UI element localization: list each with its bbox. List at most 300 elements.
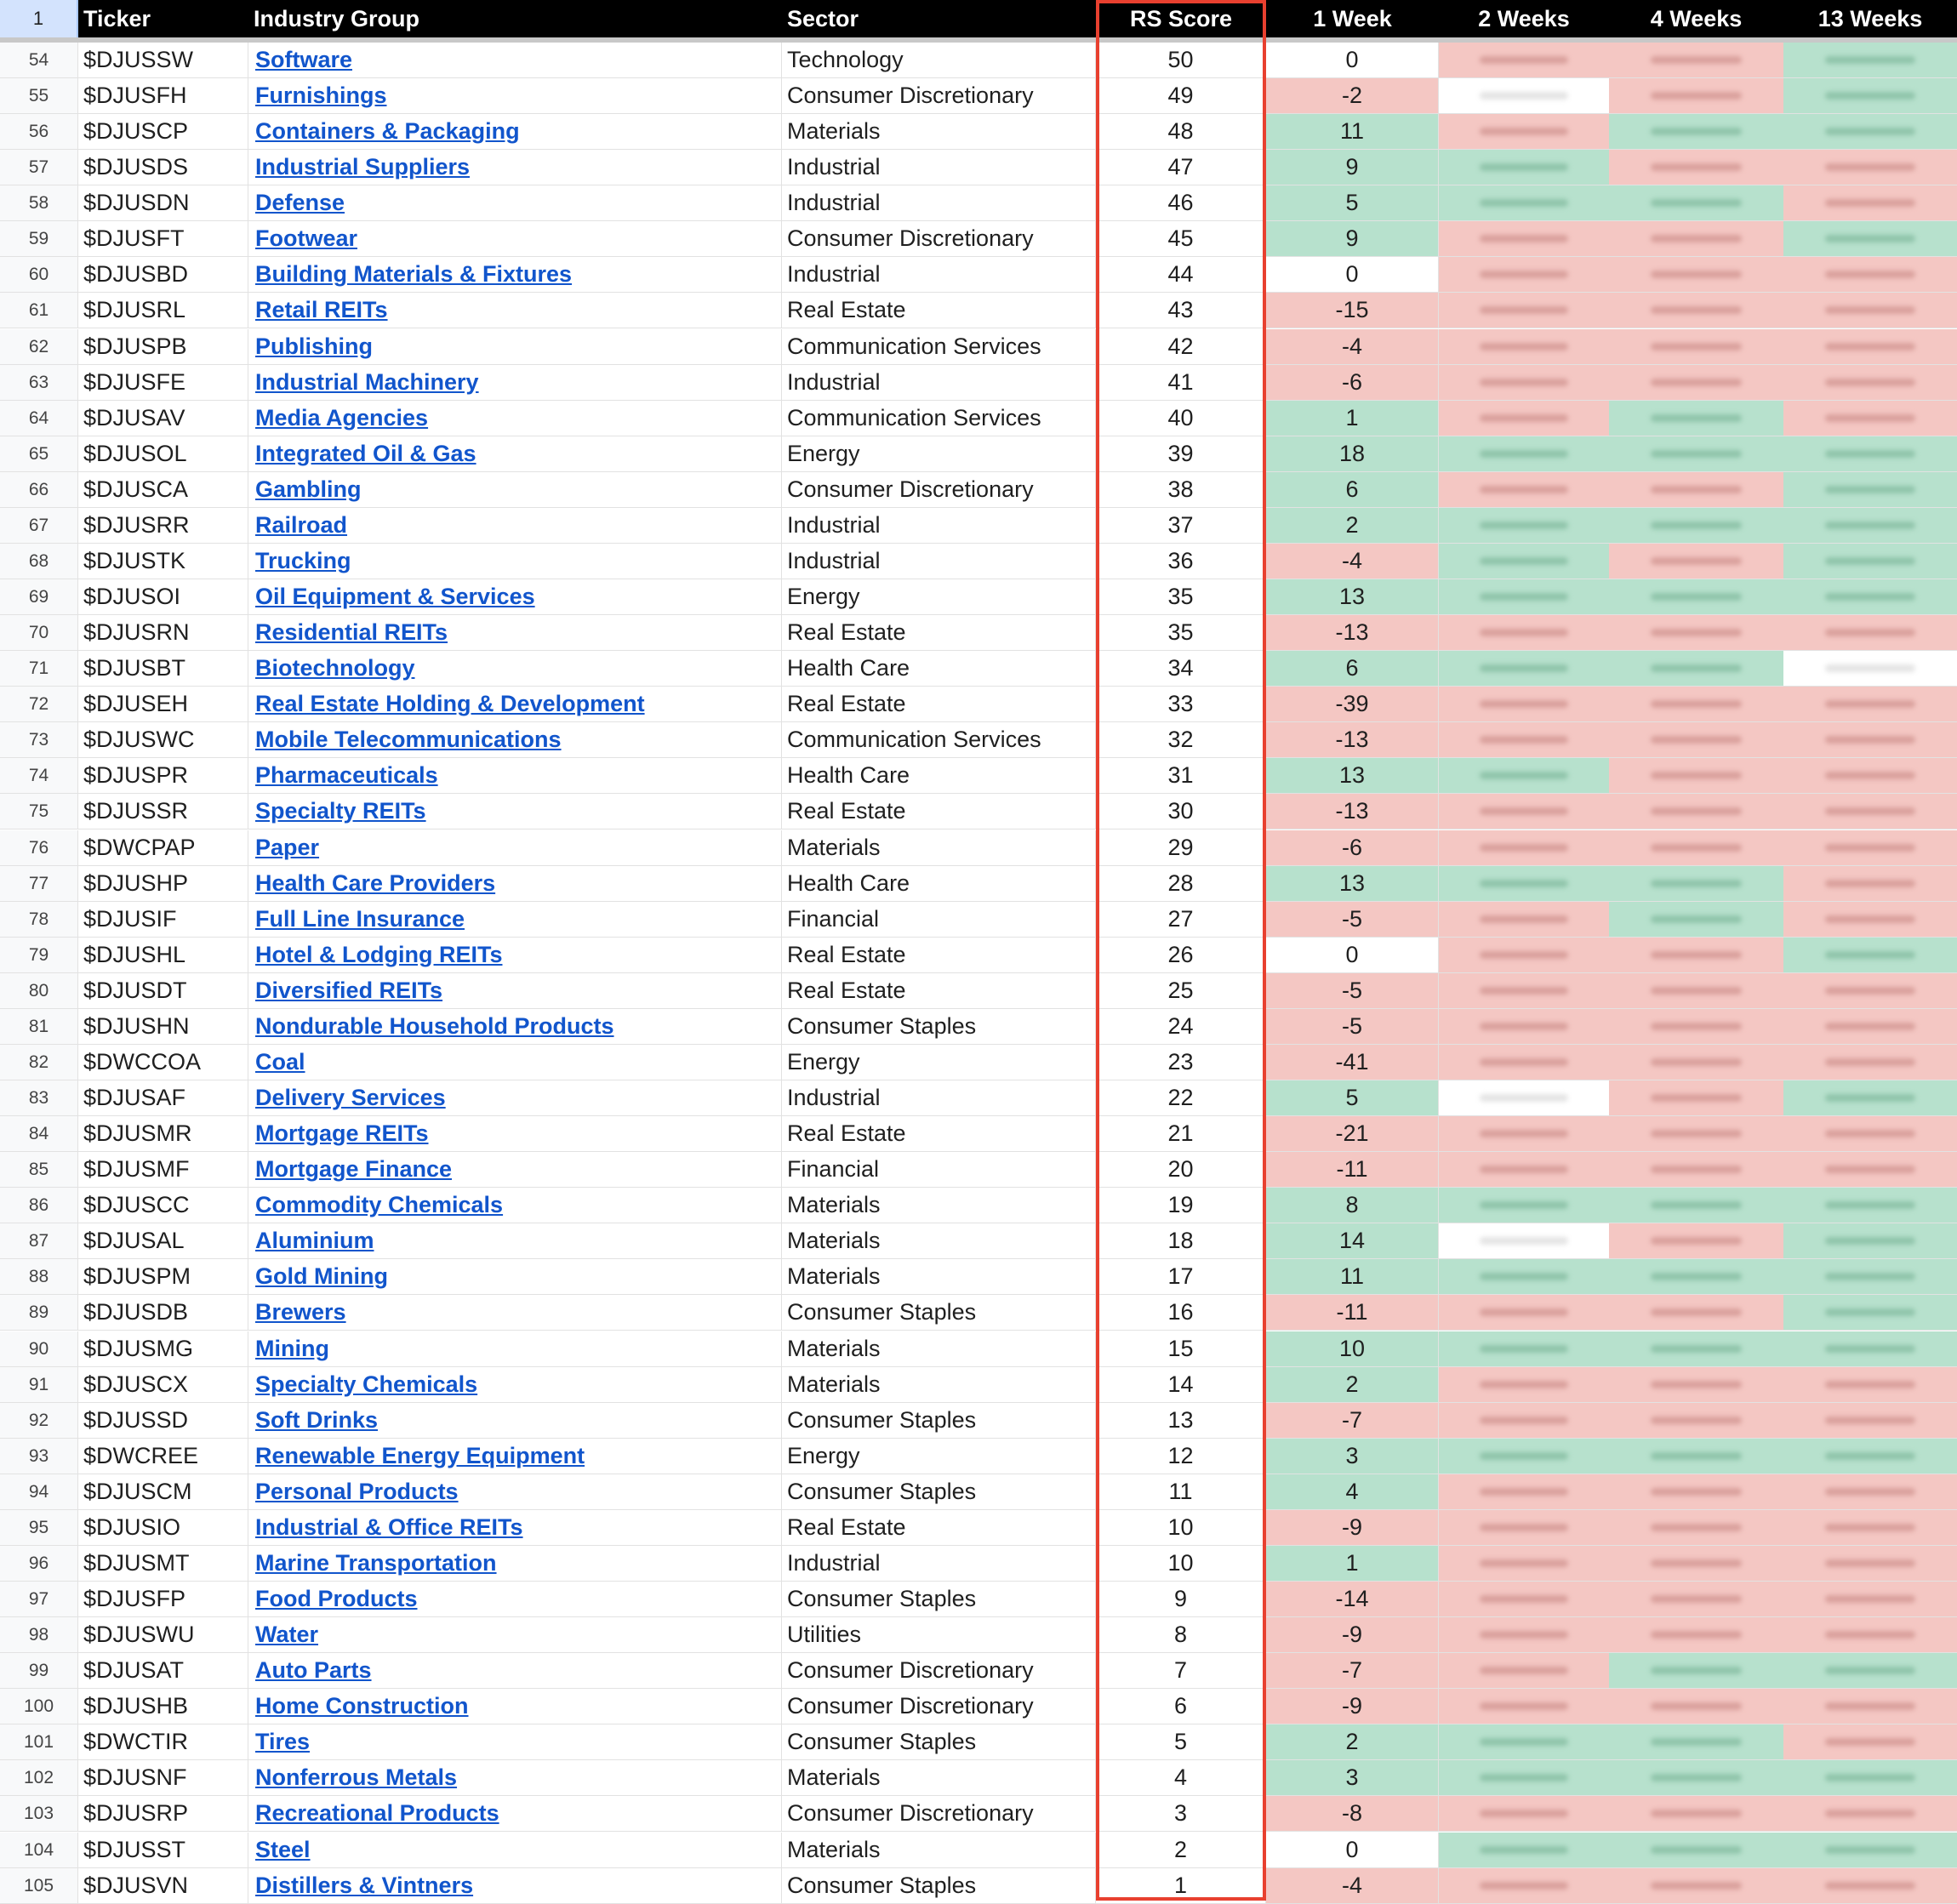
week-4-cell-blurred[interactable] bbox=[1609, 1045, 1783, 1080]
week-4-cell-blurred[interactable] bbox=[1609, 508, 1783, 543]
week-2-cell-blurred[interactable] bbox=[1439, 1546, 1609, 1581]
industry-group-cell[interactable] bbox=[248, 1367, 782, 1402]
week-2-cell-blurred[interactable] bbox=[1439, 1259, 1609, 1294]
row-number[interactable]: 86 bbox=[0, 1188, 78, 1223]
industry-group-cell[interactable] bbox=[248, 615, 782, 650]
industry-group-cell[interactable] bbox=[248, 472, 782, 507]
week-1-cell[interactable]: -8 bbox=[1266, 1796, 1439, 1831]
week-4-cell-blurred[interactable] bbox=[1609, 794, 1783, 829]
week-13-cell-blurred[interactable] bbox=[1783, 185, 1957, 220]
week-1-cell[interactable]: -13 bbox=[1266, 722, 1439, 757]
sector-cell[interactable]: Real Estate bbox=[782, 794, 1096, 829]
week-13-cell-blurred[interactable] bbox=[1783, 1367, 1957, 1402]
week-13-cell-blurred[interactable] bbox=[1783, 1439, 1957, 1474]
week-2-cell-blurred[interactable] bbox=[1439, 830, 1609, 865]
week-1-cell[interactable]: 0 bbox=[1266, 1833, 1439, 1867]
row-number[interactable]: 87 bbox=[0, 1223, 78, 1258]
week-4-cell-blurred[interactable] bbox=[1609, 1760, 1783, 1795]
ticker-cell[interactable]: $DJUSAT bbox=[78, 1653, 248, 1688]
week-2-cell-blurred[interactable] bbox=[1439, 43, 1609, 77]
industry-group-link[interactable]: Building Materials & Fixtures bbox=[255, 261, 573, 288]
rs-score-cell[interactable]: 47 bbox=[1096, 150, 1266, 185]
row-number[interactable]: 97 bbox=[0, 1582, 78, 1616]
week-13-cell-blurred[interactable] bbox=[1783, 1653, 1957, 1688]
industry-group-cell[interactable] bbox=[248, 1439, 782, 1474]
industry-group-link[interactable]: Biotechnology bbox=[255, 655, 415, 681]
industry-group-link[interactable]: Commodity Chemicals bbox=[255, 1192, 504, 1218]
week-13-cell-blurred[interactable] bbox=[1783, 1295, 1957, 1330]
industry-group-link[interactable]: Furnishings bbox=[255, 83, 387, 109]
ticker-cell[interactable]: $DJUSCM bbox=[78, 1474, 248, 1509]
rs-score-cell[interactable]: 8 bbox=[1096, 1617, 1266, 1652]
week-4-cell-blurred[interactable] bbox=[1609, 1080, 1783, 1115]
ticker-cell[interactable]: $DJUSSD bbox=[78, 1403, 248, 1438]
industry-group-link[interactable]: Delivery Services bbox=[255, 1085, 446, 1111]
ticker-cell[interactable]: $DJUSPB bbox=[78, 329, 248, 364]
rs-score-cell[interactable]: 4 bbox=[1096, 1760, 1266, 1795]
week-4-cell-blurred[interactable] bbox=[1609, 722, 1783, 757]
week-13-cell-blurred[interactable] bbox=[1783, 1724, 1957, 1759]
week-13-cell-blurred[interactable] bbox=[1783, 1833, 1957, 1867]
column-header-industry-group[interactable]: Industry Group bbox=[254, 6, 419, 31]
industry-group-link[interactable]: Retail REITs bbox=[255, 297, 388, 323]
industry-group-link[interactable]: Footwear bbox=[255, 225, 358, 252]
week-1-cell[interactable]: 2 bbox=[1266, 508, 1439, 543]
week-2-cell-blurred[interactable] bbox=[1439, 1116, 1609, 1151]
industry-group-link[interactable]: Health Care Providers bbox=[255, 869, 496, 896]
week-2-cell-blurred[interactable] bbox=[1439, 1617, 1609, 1652]
ticker-cell[interactable]: $DJUSCA bbox=[78, 472, 248, 507]
industry-group-link[interactable]: Mortgage REITs bbox=[255, 1120, 429, 1147]
industry-group-link[interactable]: Real Estate Holding & Development bbox=[255, 691, 645, 717]
ticker-cell[interactable]: $DJUSHB bbox=[78, 1689, 248, 1724]
row-number[interactable]: 76 bbox=[0, 830, 78, 865]
rs-score-cell[interactable]: 43 bbox=[1096, 293, 1266, 328]
week-2-cell-blurred[interactable] bbox=[1439, 651, 1609, 686]
sector-cell[interactable]: Communication Services bbox=[782, 722, 1096, 757]
industry-group-cell[interactable] bbox=[248, 1474, 782, 1509]
sector-cell[interactable]: Consumer Discretionary bbox=[782, 472, 1096, 507]
week-2-cell-blurred[interactable] bbox=[1439, 1403, 1609, 1438]
sector-cell[interactable]: Financial bbox=[782, 1152, 1096, 1187]
ticker-cell[interactable]: $DWCPAP bbox=[78, 830, 248, 865]
sector-cell[interactable]: Industrial bbox=[782, 1546, 1096, 1581]
ticker-cell[interactable]: $DJUSWC bbox=[78, 722, 248, 757]
row-number[interactable]: 69 bbox=[0, 579, 78, 614]
sector-cell[interactable]: Utilities bbox=[782, 1617, 1096, 1652]
ticker-cell[interactable]: $DJUSMF bbox=[78, 1152, 248, 1187]
industry-group-cell[interactable] bbox=[248, 1045, 782, 1080]
week-4-cell-blurred[interactable] bbox=[1609, 758, 1783, 793]
industry-group-cell[interactable] bbox=[248, 1653, 782, 1688]
ticker-cell[interactable]: $DJUSCX bbox=[78, 1367, 248, 1402]
row-number[interactable]: 84 bbox=[0, 1116, 78, 1151]
week-13-cell-blurred[interactable] bbox=[1783, 615, 1957, 650]
week-13-cell-blurred[interactable] bbox=[1783, 1796, 1957, 1831]
industry-group-link[interactable]: Renewable Energy Equipment bbox=[255, 1442, 585, 1468]
row-number[interactable]: 91 bbox=[0, 1367, 78, 1402]
row-number[interactable]: 63 bbox=[0, 365, 78, 400]
row-number[interactable]: 95 bbox=[0, 1510, 78, 1545]
week-2-cell-blurred[interactable] bbox=[1439, 1833, 1609, 1867]
row-number[interactable]: 54 bbox=[0, 43, 78, 77]
week-13-cell-blurred[interactable] bbox=[1783, 938, 1957, 972]
industry-group-link[interactable]: Industrial Machinery bbox=[255, 368, 479, 395]
week-4-cell-blurred[interactable] bbox=[1609, 1152, 1783, 1187]
week-2-cell-blurred[interactable] bbox=[1439, 1009, 1609, 1044]
week-2-cell-blurred[interactable] bbox=[1439, 221, 1609, 256]
week-1-cell[interactable]: 11 bbox=[1266, 114, 1439, 149]
week-13-cell-blurred[interactable] bbox=[1783, 830, 1957, 865]
week-4-cell-blurred[interactable] bbox=[1609, 293, 1783, 328]
week-13-cell-blurred[interactable] bbox=[1783, 1582, 1957, 1616]
ticker-cell[interactable]: $DJUSWU bbox=[78, 1617, 248, 1652]
week-13-cell-blurred[interactable] bbox=[1783, 1689, 1957, 1724]
week-2-cell-blurred[interactable] bbox=[1439, 472, 1609, 507]
rs-score-cell[interactable]: 42 bbox=[1096, 329, 1266, 364]
ticker-cell[interactable]: $DJUSVN bbox=[78, 1868, 248, 1903]
industry-group-cell[interactable] bbox=[248, 1009, 782, 1044]
week-4-cell-blurred[interactable] bbox=[1609, 185, 1783, 220]
industry-group-cell[interactable] bbox=[248, 544, 782, 579]
week-4-cell-blurred[interactable] bbox=[1609, 401, 1783, 436]
rs-score-cell[interactable]: 18 bbox=[1096, 1223, 1266, 1258]
week-1-cell[interactable]: -39 bbox=[1266, 687, 1439, 721]
week-2-cell-blurred[interactable] bbox=[1439, 1582, 1609, 1616]
industry-group-link[interactable]: Water bbox=[255, 1622, 319, 1648]
week-1-cell[interactable]: -7 bbox=[1266, 1653, 1439, 1688]
industry-group-cell[interactable] bbox=[248, 293, 782, 328]
week-4-cell-blurred[interactable] bbox=[1609, 78, 1783, 113]
industry-group-cell[interactable] bbox=[248, 1403, 782, 1438]
sector-cell[interactable]: Real Estate bbox=[782, 687, 1096, 721]
industry-group-cell[interactable] bbox=[248, 1724, 782, 1759]
week-1-cell[interactable]: -6 bbox=[1266, 365, 1439, 400]
week-4-cell-blurred[interactable] bbox=[1609, 1868, 1783, 1903]
ticker-cell[interactable]: $DWCTIR bbox=[78, 1724, 248, 1759]
week-13-cell-blurred[interactable] bbox=[1783, 1510, 1957, 1545]
rs-score-cell[interactable]: 9 bbox=[1096, 1582, 1266, 1616]
industry-group-link[interactable]: Hotel & Lodging REITs bbox=[255, 941, 503, 967]
industry-group-link[interactable]: Residential REITs bbox=[255, 619, 448, 646]
row-number[interactable]: 99 bbox=[0, 1653, 78, 1688]
week-1-cell[interactable]: 0 bbox=[1266, 938, 1439, 972]
week-13-cell-blurred[interactable] bbox=[1783, 472, 1957, 507]
ticker-cell[interactable]: $DJUSCP bbox=[78, 114, 248, 149]
sector-cell[interactable]: Consumer Staples bbox=[782, 1403, 1096, 1438]
week-4-cell-blurred[interactable] bbox=[1609, 1367, 1783, 1402]
week-4-cell-blurred[interactable] bbox=[1609, 43, 1783, 77]
row-number[interactable]: 83 bbox=[0, 1080, 78, 1115]
industry-group-cell[interactable] bbox=[248, 1080, 782, 1115]
week-1-cell[interactable]: -4 bbox=[1266, 544, 1439, 579]
sector-cell[interactable]: Industrial bbox=[782, 365, 1096, 400]
industry-group-link[interactable]: Recreational Products bbox=[255, 1800, 499, 1827]
row-number[interactable]: 102 bbox=[0, 1760, 78, 1795]
industry-group-cell[interactable] bbox=[248, 866, 782, 901]
week-1-cell[interactable]: -5 bbox=[1266, 902, 1439, 937]
sector-cell[interactable]: Energy bbox=[782, 1439, 1096, 1474]
week-4-cell-blurred[interactable] bbox=[1609, 1546, 1783, 1581]
week-13-cell-blurred[interactable] bbox=[1783, 1116, 1957, 1151]
week-4-cell-blurred[interactable] bbox=[1609, 1653, 1783, 1688]
industry-group-cell[interactable] bbox=[248, 401, 782, 436]
rs-score-cell[interactable]: 3 bbox=[1096, 1796, 1266, 1831]
week-13-cell-blurred[interactable] bbox=[1783, 114, 1957, 149]
industry-group-link[interactable]: Coal bbox=[255, 1048, 305, 1075]
week-13-cell-blurred[interactable] bbox=[1783, 794, 1957, 829]
industry-group-link[interactable]: Mobile Telecommunications bbox=[255, 727, 562, 753]
industry-group-cell[interactable] bbox=[248, 579, 782, 614]
industry-group-cell[interactable] bbox=[248, 902, 782, 937]
industry-group-cell[interactable] bbox=[248, 1546, 782, 1581]
industry-group-cell[interactable] bbox=[248, 651, 782, 686]
rs-score-cell[interactable]: 2 bbox=[1096, 1833, 1266, 1867]
sector-cell[interactable]: Health Care bbox=[782, 866, 1096, 901]
week-2-cell-blurred[interactable] bbox=[1439, 365, 1609, 400]
industry-group-cell[interactable] bbox=[248, 1259, 782, 1294]
week-2-cell-blurred[interactable] bbox=[1439, 257, 1609, 292]
row-number[interactable]: 85 bbox=[0, 1152, 78, 1187]
week-2-cell-blurred[interactable] bbox=[1439, 1474, 1609, 1509]
row-number[interactable]: 57 bbox=[0, 150, 78, 185]
rs-score-cell[interactable]: 34 bbox=[1096, 651, 1266, 686]
week-1-cell[interactable]: 14 bbox=[1266, 1223, 1439, 1258]
week-4-cell-blurred[interactable] bbox=[1609, 150, 1783, 185]
week-2-cell-blurred[interactable] bbox=[1439, 687, 1609, 721]
week-1-cell[interactable]: 8 bbox=[1266, 1188, 1439, 1223]
rs-score-cell[interactable]: 13 bbox=[1096, 1403, 1266, 1438]
week-4-cell-blurred[interactable] bbox=[1609, 1331, 1783, 1366]
industry-group-link[interactable]: Publishing bbox=[255, 333, 373, 359]
industry-group-cell[interactable] bbox=[248, 1116, 782, 1151]
week-4-cell-blurred[interactable] bbox=[1609, 544, 1783, 579]
rs-score-cell[interactable]: 1 bbox=[1096, 1868, 1266, 1903]
week-2-cell-blurred[interactable] bbox=[1439, 1295, 1609, 1330]
rs-score-cell[interactable]: 38 bbox=[1096, 472, 1266, 507]
sector-cell[interactable]: Materials bbox=[782, 1760, 1096, 1795]
rs-score-cell[interactable]: 5 bbox=[1096, 1724, 1266, 1759]
rs-score-cell[interactable]: 32 bbox=[1096, 722, 1266, 757]
industry-group-link[interactable]: Auto Parts bbox=[255, 1657, 372, 1684]
industry-group-link[interactable]: Gold Mining bbox=[255, 1263, 388, 1290]
industry-group-cell[interactable] bbox=[248, 436, 782, 471]
week-2-cell-blurred[interactable] bbox=[1439, 329, 1609, 364]
row-number[interactable]: 89 bbox=[0, 1295, 78, 1330]
week-2-cell-blurred[interactable] bbox=[1439, 1188, 1609, 1223]
industry-group-link[interactable]: Oil Equipment & Services bbox=[255, 584, 535, 610]
week-13-cell-blurred[interactable] bbox=[1783, 401, 1957, 436]
sector-cell[interactable]: Consumer Staples bbox=[782, 1582, 1096, 1616]
week-2-cell-blurred[interactable] bbox=[1439, 973, 1609, 1008]
week-4-cell-blurred[interactable] bbox=[1609, 1009, 1783, 1044]
row-number[interactable]: 59 bbox=[0, 221, 78, 256]
sector-cell[interactable]: Communication Services bbox=[782, 329, 1096, 364]
rs-score-cell[interactable]: 48 bbox=[1096, 114, 1266, 149]
row-number[interactable]: 65 bbox=[0, 436, 78, 471]
rs-score-cell[interactable]: 12 bbox=[1096, 1439, 1266, 1474]
rs-score-cell[interactable]: 6 bbox=[1096, 1689, 1266, 1724]
ticker-cell[interactable]: $DJUSDS bbox=[78, 150, 248, 185]
row-number[interactable]: 71 bbox=[0, 651, 78, 686]
industry-group-cell[interactable] bbox=[248, 1582, 782, 1616]
ticker-cell[interactable]: $DJUSOL bbox=[78, 436, 248, 471]
week-1-cell[interactable]: 2 bbox=[1266, 1367, 1439, 1402]
week-2-cell-blurred[interactable] bbox=[1439, 1223, 1609, 1258]
industry-group-cell[interactable] bbox=[248, 794, 782, 829]
column-header-4-weeks[interactable]: 4 Weeks bbox=[1650, 6, 1743, 31]
row-number[interactable]: 104 bbox=[0, 1833, 78, 1867]
ticker-cell[interactable]: $DJUSDB bbox=[78, 1295, 248, 1330]
industry-group-link[interactable]: Marine Transportation bbox=[255, 1549, 497, 1576]
row-number[interactable]: 103 bbox=[0, 1796, 78, 1831]
week-4-cell-blurred[interactable] bbox=[1609, 1295, 1783, 1330]
industry-group-cell[interactable] bbox=[248, 1223, 782, 1258]
industry-group-link[interactable]: Food Products bbox=[255, 1586, 418, 1611]
sector-cell[interactable]: Consumer Discretionary bbox=[782, 1796, 1096, 1831]
week-2-cell-blurred[interactable] bbox=[1439, 722, 1609, 757]
row-number[interactable]: 105 bbox=[0, 1868, 78, 1903]
rs-score-cell[interactable]: 16 bbox=[1096, 1295, 1266, 1330]
industry-group-cell[interactable] bbox=[248, 722, 782, 757]
rs-score-cell[interactable]: 50 bbox=[1096, 43, 1266, 77]
industry-group-link[interactable]: Mining bbox=[255, 1335, 329, 1361]
week-1-cell[interactable]: 5 bbox=[1266, 185, 1439, 220]
week-1-cell[interactable]: 2 bbox=[1266, 1724, 1439, 1759]
sector-cell[interactable]: Technology bbox=[782, 43, 1096, 77]
rs-score-cell[interactable]: 30 bbox=[1096, 794, 1266, 829]
week-4-cell-blurred[interactable] bbox=[1609, 902, 1783, 937]
rs-score-cell[interactable]: 7 bbox=[1096, 1653, 1266, 1688]
week-4-cell-blurred[interactable] bbox=[1609, 1116, 1783, 1151]
week-13-cell-blurred[interactable] bbox=[1783, 866, 1957, 901]
week-4-cell-blurred[interactable] bbox=[1609, 1724, 1783, 1759]
ticker-cell[interactable]: $DJUSHL bbox=[78, 938, 248, 972]
rs-score-cell[interactable]: 24 bbox=[1096, 1009, 1266, 1044]
column-header-1-week[interactable]: 1 Week bbox=[1313, 6, 1392, 31]
week-4-cell-blurred[interactable] bbox=[1609, 1188, 1783, 1223]
row-number[interactable]: 77 bbox=[0, 866, 78, 901]
industry-group-cell[interactable] bbox=[248, 938, 782, 972]
industry-group-link[interactable]: Defense bbox=[255, 190, 345, 216]
ticker-cell[interactable]: $DJUSRP bbox=[78, 1796, 248, 1831]
week-13-cell-blurred[interactable] bbox=[1783, 1403, 1957, 1438]
week-4-cell-blurred[interactable] bbox=[1609, 1474, 1783, 1509]
week-2-cell-blurred[interactable] bbox=[1439, 1689, 1609, 1724]
industry-group-cell[interactable] bbox=[248, 78, 782, 113]
week-13-cell-blurred[interactable] bbox=[1783, 329, 1957, 364]
row-number[interactable]: 93 bbox=[0, 1439, 78, 1474]
sector-cell[interactable]: Real Estate bbox=[782, 938, 1096, 972]
week-13-cell-blurred[interactable] bbox=[1783, 1152, 1957, 1187]
industry-group-link[interactable]: Tires bbox=[255, 1729, 311, 1755]
week-2-cell-blurred[interactable] bbox=[1439, 758, 1609, 793]
row-number[interactable]: 64 bbox=[0, 401, 78, 436]
ticker-cell[interactable]: $DJUSOI bbox=[78, 579, 248, 614]
week-4-cell-blurred[interactable] bbox=[1609, 1510, 1783, 1545]
ticker-cell[interactable]: $DJUSMT bbox=[78, 1546, 248, 1581]
industry-group-cell[interactable] bbox=[248, 758, 782, 793]
week-4-cell-blurred[interactable] bbox=[1609, 1689, 1783, 1724]
row-number[interactable]: 73 bbox=[0, 722, 78, 757]
sector-cell[interactable]: Materials bbox=[782, 1331, 1096, 1366]
industry-group-cell[interactable] bbox=[248, 508, 782, 543]
week-2-cell-blurred[interactable] bbox=[1439, 615, 1609, 650]
industry-group-link[interactable]: Containers & Packaging bbox=[255, 118, 520, 145]
week-13-cell-blurred[interactable] bbox=[1783, 1474, 1957, 1509]
rs-score-cell[interactable]: 10 bbox=[1096, 1546, 1266, 1581]
row-number[interactable]: 94 bbox=[0, 1474, 78, 1509]
week-1-cell[interactable]: -11 bbox=[1266, 1152, 1439, 1187]
week-1-cell[interactable]: -5 bbox=[1266, 1009, 1439, 1044]
sector-cell[interactable]: Financial bbox=[782, 902, 1096, 937]
sector-cell[interactable]: Materials bbox=[782, 1223, 1096, 1258]
industry-group-link[interactable]: Trucking bbox=[255, 547, 351, 573]
week-4-cell-blurred[interactable] bbox=[1609, 329, 1783, 364]
sector-cell[interactable]: Consumer Staples bbox=[782, 1009, 1096, 1044]
rs-score-cell[interactable]: 44 bbox=[1096, 257, 1266, 292]
week-1-cell[interactable]: 0 bbox=[1266, 257, 1439, 292]
industry-group-link[interactable]: Industrial & Office REITs bbox=[255, 1514, 523, 1540]
industry-group-cell[interactable] bbox=[248, 329, 782, 364]
week-4-cell-blurred[interactable] bbox=[1609, 1439, 1783, 1474]
week-13-cell-blurred[interactable] bbox=[1783, 436, 1957, 471]
industry-group-link[interactable]: Media Agencies bbox=[255, 404, 429, 430]
industry-group-cell[interactable] bbox=[248, 114, 782, 149]
sector-cell[interactable]: Real Estate bbox=[782, 1116, 1096, 1151]
industry-group-link[interactable]: Diversified REITs bbox=[255, 977, 443, 1003]
ticker-cell[interactable]: $DJUSDT bbox=[78, 973, 248, 1008]
sector-cell[interactable]: Energy bbox=[782, 579, 1096, 614]
rs-score-cell[interactable]: 17 bbox=[1096, 1259, 1266, 1294]
rs-score-cell[interactable]: 46 bbox=[1096, 185, 1266, 220]
ticker-cell[interactable]: $DJUSRR bbox=[78, 508, 248, 543]
week-2-cell-blurred[interactable] bbox=[1439, 579, 1609, 614]
week-2-cell-blurred[interactable] bbox=[1439, 866, 1609, 901]
sector-cell[interactable]: Real Estate bbox=[782, 973, 1096, 1008]
ticker-cell[interactable]: $DJUSFE bbox=[78, 365, 248, 400]
row-number[interactable]: 67 bbox=[0, 508, 78, 543]
week-1-cell[interactable]: 4 bbox=[1266, 1474, 1439, 1509]
week-1-cell[interactable]: 13 bbox=[1266, 866, 1439, 901]
ticker-cell[interactable]: $DJUSAF bbox=[78, 1080, 248, 1115]
rs-score-cell[interactable]: 22 bbox=[1096, 1080, 1266, 1115]
week-13-cell-blurred[interactable] bbox=[1783, 43, 1957, 77]
week-1-cell[interactable]: -15 bbox=[1266, 293, 1439, 328]
ticker-cell[interactable]: $DJUSST bbox=[78, 1833, 248, 1867]
week-13-cell-blurred[interactable] bbox=[1783, 365, 1957, 400]
industry-group-link[interactable]: Software bbox=[255, 47, 353, 72]
week-13-cell-blurred[interactable] bbox=[1783, 257, 1957, 292]
week-4-cell-blurred[interactable] bbox=[1609, 866, 1783, 901]
rs-score-cell[interactable]: 15 bbox=[1096, 1331, 1266, 1366]
ticker-cell[interactable]: $DJUSNF bbox=[78, 1760, 248, 1795]
week-4-cell-blurred[interactable] bbox=[1609, 472, 1783, 507]
row-number[interactable]: 61 bbox=[0, 293, 78, 328]
week-2-cell-blurred[interactable] bbox=[1439, 1367, 1609, 1402]
week-4-cell-blurred[interactable] bbox=[1609, 1796, 1783, 1831]
week-1-cell[interactable]: -6 bbox=[1266, 830, 1439, 865]
industry-group-cell[interactable] bbox=[248, 43, 782, 77]
industry-group-cell[interactable] bbox=[248, 973, 782, 1008]
industry-group-link[interactable]: Nondurable Household Products bbox=[255, 1012, 614, 1039]
week-1-cell[interactable]: 1 bbox=[1266, 401, 1439, 436]
industry-group-cell[interactable] bbox=[248, 365, 782, 400]
industry-group-cell[interactable] bbox=[248, 1689, 782, 1724]
rs-score-cell[interactable]: 36 bbox=[1096, 544, 1266, 579]
week-13-cell-blurred[interactable] bbox=[1783, 1546, 1957, 1581]
sector-cell[interactable]: Industrial bbox=[782, 1080, 1096, 1115]
